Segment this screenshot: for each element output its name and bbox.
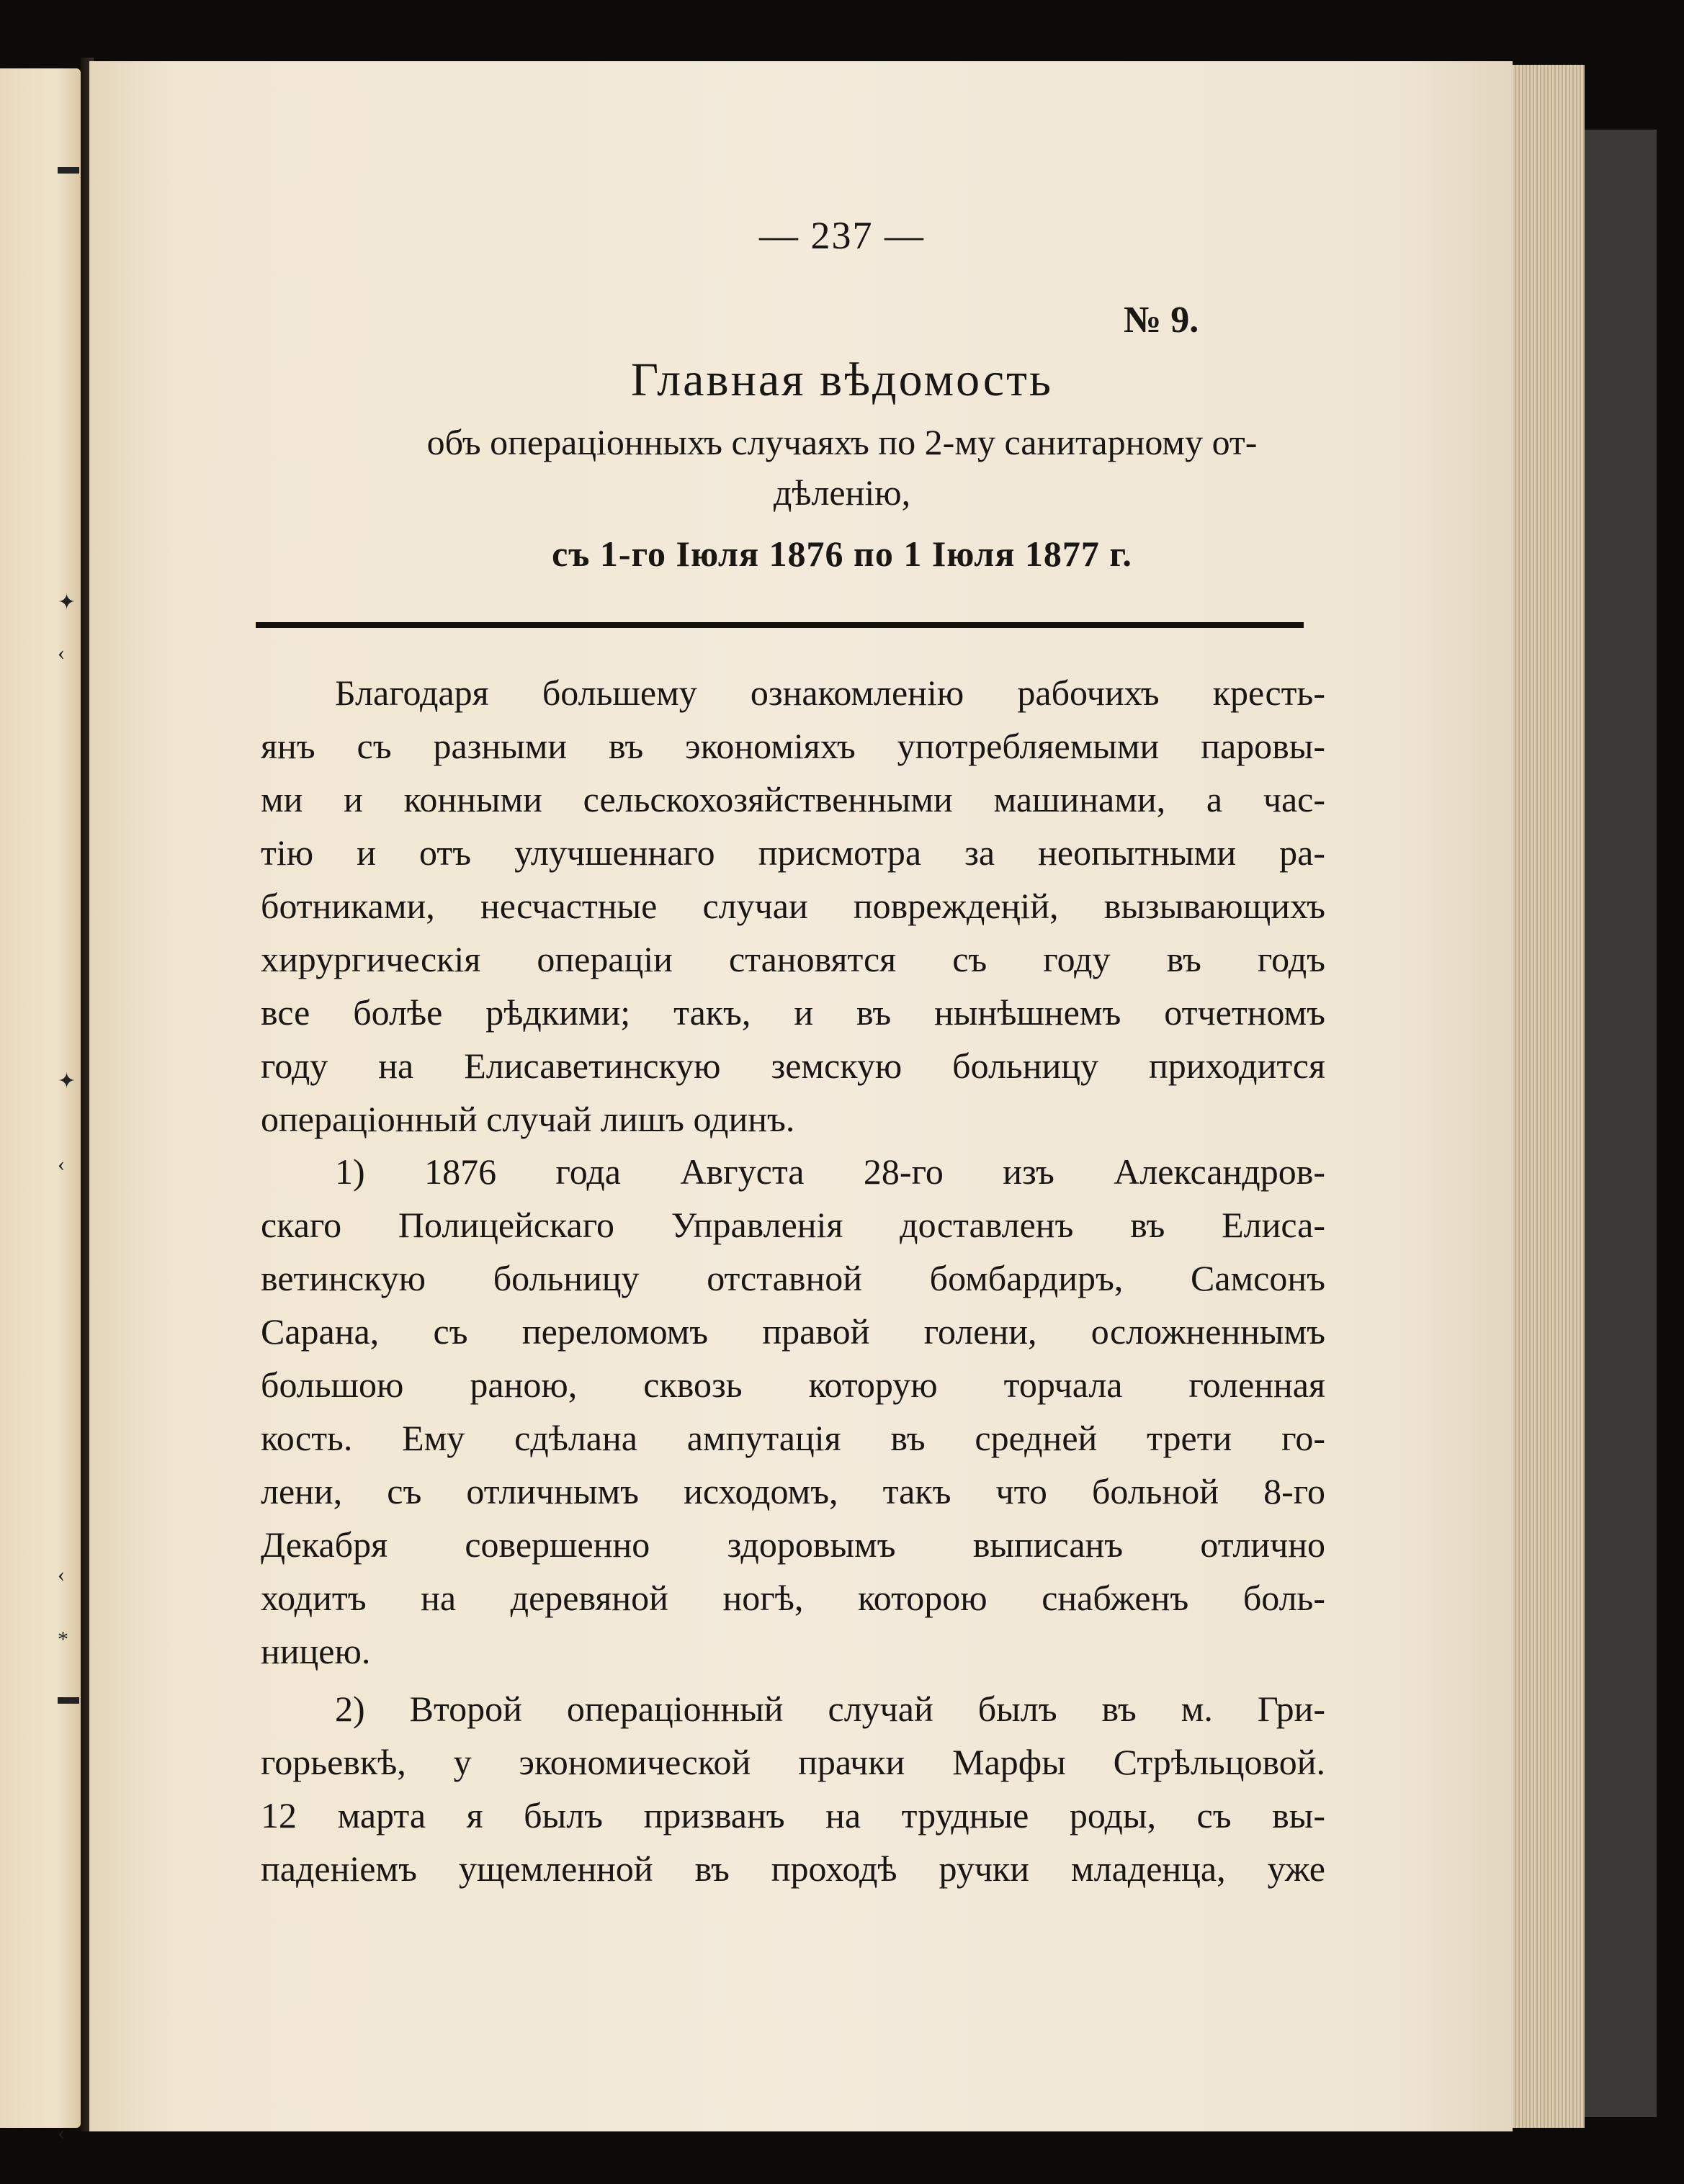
paragraph-line: ходитъ на деревяной ногѣ, которою снабженъ боль-	[261, 1578, 1325, 1618]
title-divider-rule	[256, 622, 1304, 628]
binding-thread-mark: ✦	[58, 590, 76, 614]
paragraph-line: 12 марта я былъ призванъ на трудные роды, съ вы-	[261, 1795, 1325, 1835]
binding-thread-mark: ‹	[58, 1563, 65, 1586]
paragraph-line: 2) Второй операціонный случай былъ въ м. Гри-	[335, 1689, 1325, 1729]
paragraph-line: ветинскую больницу отставной бомбардиръ, Самсонъ	[261, 1258, 1325, 1298]
document-number: № 9.	[1124, 300, 1199, 341]
paragraph-line: ми и конными сельскохозяйственными машинами, а час-	[261, 779, 1325, 819]
paragraph-line: операціонный случай лишъ одинъ.	[261, 1099, 795, 1139]
paragraph-line: паденіемъ ущемленной въ проходѣ ручки младенца, уже	[261, 1848, 1325, 1889]
binding-thread-mark: ✦	[58, 1069, 76, 1093]
subtitle-date-range: съ 1-го Іюля 1876 по 1 Іюля 1877 г.	[552, 534, 1132, 574]
paragraph-line: все болѣе рѣдкими; такъ, и въ нынѣшнемъ отчетномъ	[261, 992, 1325, 1033]
paragraph-line: горьевкѣ, у экономической прачки Марфы Стрѣльцовой.	[261, 1742, 1325, 1782]
binding-thread-mark: ‹	[58, 1152, 65, 1176]
paragraph-line: кость. Ему сдѣлана ампутація въ средней трети го-	[261, 1418, 1325, 1458]
paragraph-line: лени, съ отличнымъ исходомъ, такъ что больной 8-го	[261, 1471, 1325, 1511]
paragraph-line: большою раною, сквозь которую торчала голенная	[261, 1365, 1325, 1405]
binding-thread-mark: ▬	[58, 1685, 79, 1709]
paragraph-line: Сарана, съ переломомъ правой голени, осложненнымъ	[261, 1311, 1325, 1352]
paragraph-line: 1) 1876 года Августа 28-го изъ Александров-	[335, 1151, 1325, 1192]
subtitle-line: дѣленію,	[773, 472, 911, 513]
paragraph-line: скаго Полицейскаго Управленія доставленъ въ Елиса-	[261, 1205, 1325, 1245]
binding-thread-mark: ‹	[58, 641, 65, 665]
subtitle-line: объ операціонныхъ случаяхъ по 2-му санитарному от-	[426, 422, 1258, 462]
paragraph-line: тію и отъ улучшеннаго присмотра за неопытными ра-	[261, 832, 1325, 873]
paragraph-line: ботниками, несчастные случаи повреждеңій, вызывающихъ	[261, 886, 1325, 926]
page-title: Главная вѣдомость	[630, 354, 1054, 406]
binding-thread-mark: ▬	[58, 155, 79, 179]
paragraph-line: Декабря совершенно здоровымъ выписанъ отлично	[261, 1524, 1325, 1565]
paragraph-line: Благодаря большему ознакомленію рабочихъ кресть-	[335, 673, 1325, 713]
binding-thread-mark: ‹	[58, 2121, 65, 2144]
paragraph-line: янъ съ разными въ экономіяхъ употребляемыми паровы-	[261, 726, 1325, 766]
paragraph-line: ницею.	[261, 1631, 371, 1671]
paragraph-line: хирургическія операціи становятся съ году въ годъ	[261, 939, 1325, 979]
page-number: — 237 —	[759, 214, 925, 257]
binding-thread-mark: *	[58, 1627, 68, 1651]
paragraph-line: году на Елисаветинскую земскую больницу приходится	[261, 1046, 1325, 1086]
